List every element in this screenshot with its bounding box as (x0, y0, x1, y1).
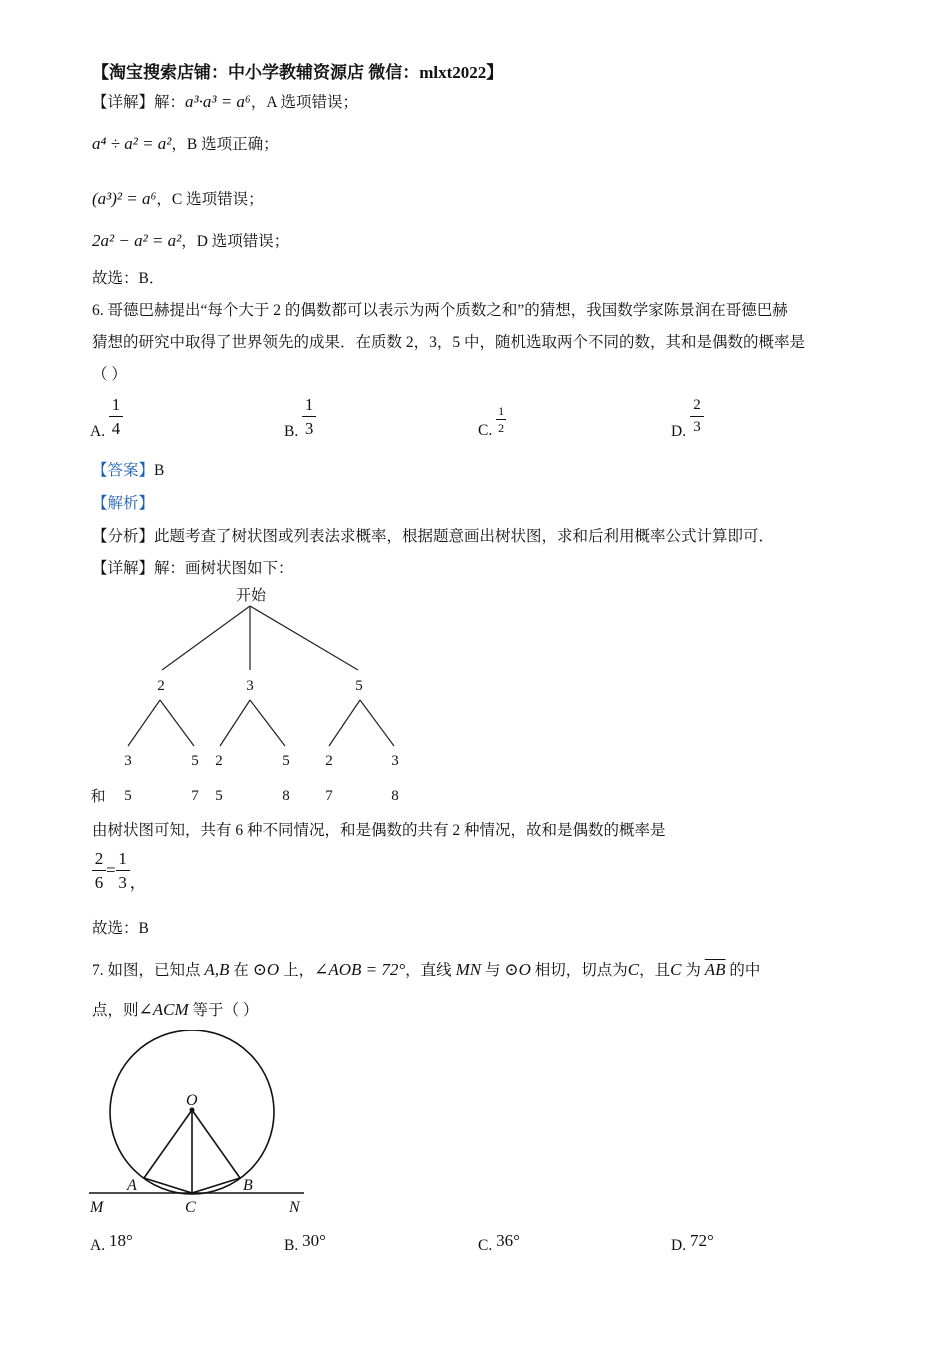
q7-option-d-value: 72° (689, 1231, 714, 1250)
tree-sum-4: 7 (325, 788, 333, 804)
segment-oa (144, 1110, 192, 1178)
q6-option-a-fraction (109, 396, 123, 437)
q6-calc-n2: 1 (118, 849, 127, 868)
q5-text-1: ，A 选项错误； (250, 94, 359, 111)
q6-option-b-label: B. (284, 423, 299, 441)
q6-detail: 【详解】解：画树状图如下： (92, 560, 294, 577)
tree-root: 开始 (235, 588, 267, 604)
q7-p3: 上， (283, 962, 315, 979)
q7-option-b (284, 1231, 326, 1254)
q6-calc (92, 850, 147, 891)
q7-option-a-value: 18° (108, 1231, 133, 1250)
q6-option-d-den: 3 (693, 419, 701, 435)
tree-l1-0: 2 (157, 678, 165, 694)
q7-option-a-label: A. (90, 1237, 106, 1254)
q5-text-4: ，D 选项错误； (181, 233, 290, 250)
q6-option-a-num: 1 (111, 395, 121, 414)
q5-conclusion: 故选：B． (92, 270, 165, 287)
q7-option-d-label: D. (671, 1237, 687, 1254)
tree-l2-1: 5 (191, 753, 199, 769)
q7-option-c (478, 1231, 520, 1254)
q5-detail-line-3 (92, 187, 264, 209)
q7-option-c-value: 36° (496, 1231, 520, 1250)
q6-option-a-label: A. (90, 423, 106, 441)
q5-detail-line-4 (92, 229, 289, 251)
q6-answer (92, 458, 164, 480)
q6-option-b-num: 1 (304, 395, 314, 414)
tree-sum-5: 8 (391, 788, 399, 804)
q6-option-b-fraction (302, 396, 316, 437)
q6-analysis: 【分析】此题考查了树状图或列表法求概率，根据题意画出树状图，求和后利用概率公式计算即可． (92, 528, 775, 545)
q7-m2: ⊙O (252, 960, 280, 979)
label-a: A (127, 1177, 137, 1194)
q6-option-d-num: 2 (693, 397, 701, 413)
tree-diagram (80, 580, 420, 810)
q7-option-b-label: B. (284, 1237, 299, 1254)
q6-option-c-num: 1 (498, 404, 505, 418)
header-banner: 【淘宝搜索店铺：中小学教辅资源店 微信：mlxt2022】 (92, 63, 504, 82)
label-b: B (243, 1177, 253, 1194)
q6-stem-line-3: （ ） (92, 366, 127, 383)
q6-option-d-label: D. (671, 423, 687, 441)
segment-ob (192, 1110, 240, 1178)
q5-text-3: ，C 选项错误； (156, 191, 264, 208)
q7-p2: 在 (233, 962, 249, 979)
tree-l1-1: 3 (246, 678, 254, 694)
q5-math-3: (a³)² = a⁶ (92, 189, 157, 208)
q6-conclusion: 故选：B (92, 920, 149, 937)
q6-calc-eq: = (106, 860, 116, 880)
q5-detail-line-2 (92, 132, 279, 154)
tree-l2-0: 3 (124, 753, 132, 769)
q7-option-a (90, 1231, 133, 1254)
q7-m1: A,B (204, 960, 230, 979)
q7-m6: C (627, 960, 640, 979)
q6-answer-label: 【答案】 (92, 462, 155, 479)
label-o: O (186, 1092, 198, 1109)
q7-p10: 点，则 (92, 1002, 139, 1019)
q7-option-c-label: C. (478, 1237, 493, 1254)
q7-m8: $\overline{AB}$ (704, 960, 726, 979)
tree-l2-5: 3 (391, 753, 399, 769)
q7-p8: 为 (685, 962, 701, 979)
q7-option-b-value: 30° (302, 1231, 326, 1250)
q6-analysis-label: 【解析】 (92, 495, 155, 512)
tree-sum-3: 8 (282, 788, 290, 804)
q6-option-a (90, 395, 123, 441)
q6-explain: 由树状图可知，共有 6 种不同情况，和是偶数的共有 2 种情况，故和是偶数的概率是 (92, 822, 666, 839)
label-c: C (185, 1199, 196, 1216)
q7-p1: 7. 如图，已知点 (92, 962, 201, 979)
label-m: M (90, 1199, 104, 1216)
q7-p11: 等于（ ） (192, 1002, 259, 1019)
q7-m5: ⊙O (504, 960, 531, 979)
q5-detail-label: 【详解】解： (92, 94, 186, 111)
q6-calc-tail: ， (129, 873, 147, 893)
q7-p7: ，且 (639, 962, 671, 979)
tree-l2-2: 2 (215, 753, 223, 769)
q7-stem-line-2 (92, 998, 258, 1020)
q7-p6: 相切，切点为 (534, 962, 628, 979)
q6-option-d-fraction (690, 398, 704, 435)
q7-p9: 的中 (729, 962, 761, 979)
q6-option-c (478, 404, 506, 440)
tree-l1-2: 5 (355, 678, 363, 694)
q7-stem-line-1 (92, 958, 760, 980)
q5-math-2: a⁴ ÷ a² = a² (92, 134, 172, 153)
q6-option-b-den: 3 (304, 419, 314, 438)
q7-m3: ∠AOB = 72° (314, 960, 406, 979)
q6-option-c-den: 2 (498, 421, 505, 435)
tree-sum-1: 7 (191, 788, 199, 804)
q7-p5: 与 (484, 962, 501, 979)
tree-l2-3: 5 (282, 753, 290, 769)
q6-option-a-den: 4 (111, 419, 121, 438)
q6-stem-line-1: 6. 哥德巴赫提出“每个大于 2 的偶数都可以表示为两个质数之和”的猜想，我国数学家陈景润在哥德巴赫 (92, 302, 788, 319)
q6-calc-n1: 2 (94, 849, 104, 868)
q5-text-2: ，B 选项正确； (171, 136, 279, 153)
q6-calc-frac-1 (92, 850, 106, 891)
tree-l2-4: 2 (325, 753, 333, 769)
q6-calc-frac-2 (116, 850, 130, 891)
q6-option-d (671, 397, 704, 441)
q5-detail-line-1 (92, 90, 358, 112)
q6-option-b (284, 395, 316, 441)
q6-calc-d2: 3 (118, 873, 127, 892)
tree-sum-0: 5 (124, 788, 132, 804)
circle-figure (86, 1030, 316, 1220)
q5-math-1: a³·a³ = a⁶ (185, 92, 251, 111)
q7-option-d (671, 1231, 714, 1254)
tree-sum-label: 和 (90, 789, 106, 805)
tree-sum-2: 5 (215, 788, 223, 804)
q5-math-4: 2a² − a² = a² (92, 231, 182, 250)
q6-stem-line-2: 猜想的研究中取得了世界领先的成果．在质数 2，3，5 中，随机选取两个不同的数，其和是偶数的概率是 (92, 334, 806, 351)
q7-m4: MN (455, 960, 482, 979)
q6-calc-d1: 6 (94, 873, 104, 892)
q7-p4: ，直线 (405, 962, 452, 979)
q6-option-c-fraction (496, 405, 506, 434)
q7-m7: C (670, 960, 682, 979)
q7-m9: ∠ACM (138, 1000, 189, 1019)
label-n: N (289, 1199, 300, 1216)
q6-option-c-label: C. (478, 422, 493, 440)
q6-answer-value: B (154, 462, 165, 479)
